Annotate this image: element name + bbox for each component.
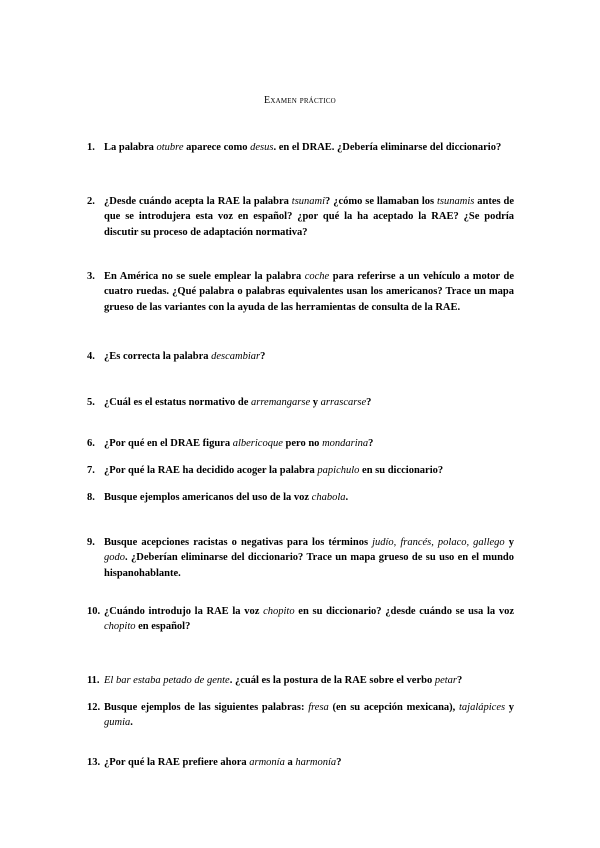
question-text [104, 700, 514, 731]
text-run: ? [457, 675, 463, 686]
question-text [104, 349, 514, 364]
question-item [87, 140, 514, 155]
text-run: ¿Cuándo introdujo la RAE la voz [104, 606, 264, 617]
question-item [87, 269, 514, 315]
italic-term: El bar estaba petado de gente [104, 675, 230, 686]
question-item [87, 490, 514, 505]
text-run: ? [366, 397, 372, 408]
question-text [104, 535, 514, 581]
question-number: 6. [87, 438, 95, 449]
question-item [87, 755, 514, 770]
question-text [104, 755, 514, 770]
text-run: . [130, 717, 133, 729]
question-text [104, 194, 514, 240]
text-run: (en su acepción mexicana), [328, 702, 459, 713]
italic-term: gumia [104, 717, 131, 729]
italic-term: arrascarse [320, 397, 367, 408]
italic-term: tsunamis [437, 196, 475, 207]
text-run: . ¿cuál es la postura de la RAE sobre el verbo [229, 675, 435, 686]
text-run: ¿Por qué la RAE prefiere ahora [104, 757, 250, 768]
question-number: 5. [87, 397, 95, 408]
question-text [104, 673, 514, 688]
italic-term: judío, francés, polaco, gallego [372, 537, 505, 548]
text-run: a [284, 757, 296, 768]
question-number: 13. [87, 757, 101, 768]
italic-term: desus [250, 142, 274, 153]
text-run: . ¿Deberían eliminarse del diccionario? Trace un mapa grueso de su uso en el mundo hispanohablante. [104, 552, 514, 579]
question-item [87, 535, 514, 581]
italic-term: otubre [156, 142, 184, 153]
question-item [87, 700, 514, 731]
italic-term: tajalápices [458, 702, 506, 713]
question-text [104, 395, 514, 410]
text-run: y [504, 537, 514, 548]
text-run: ? [368, 438, 374, 449]
text-run: en español? [135, 621, 191, 633]
text-run: La palabra [104, 142, 157, 153]
italic-term: tsunami [291, 196, 326, 207]
question-item [87, 463, 514, 478]
page-title: Examen práctico [264, 95, 336, 106]
italic-term: harmonía [295, 757, 337, 768]
italic-term: chopito [104, 621, 136, 633]
text-run: En América no se suele emplear la palabra [104, 271, 305, 282]
italic-term: chopito [263, 606, 295, 617]
question-text [104, 463, 514, 478]
text-run: y [310, 397, 321, 408]
question-number: 2. [87, 196, 95, 207]
text-run: ¿Por qué la RAE ha decidido acoger la palabra [104, 465, 318, 476]
text-run: ? [260, 351, 266, 362]
italic-term: petar [434, 675, 457, 686]
question-text [104, 490, 514, 505]
text-run: ¿Por qué en el DRAE figura [104, 438, 233, 449]
text-run: ¿Cuál es el estatus normativo de [104, 397, 251, 408]
text-run: . en el DRAE. ¿Debería eliminarse del diccionario? [273, 142, 502, 153]
question-number: 10. [87, 606, 101, 617]
question-text [104, 436, 514, 451]
question-number: 8. [87, 492, 95, 503]
italic-term: armonía [249, 757, 285, 768]
text-run: para referirse a un vehículo a motor de cuatro ruedas. ¿Qué palabra o palabras equivalentes usan los americanos? Trace un mapa grueso de las variantes con la ayuda de las herramientas de consulta de la RAE. [104, 271, 514, 313]
text-run: . [345, 492, 349, 503]
text-run: ? [336, 757, 342, 768]
text-run: ? ¿cómo se llamaban los [325, 196, 437, 207]
text-run: ¿Es correcta la palabra [104, 351, 212, 362]
italic-term: mondarina [322, 438, 369, 449]
question-number: 4. [87, 351, 95, 362]
question-text [104, 269, 514, 315]
italic-term: coche [304, 271, 330, 282]
italic-term: chabola [311, 492, 346, 503]
italic-term: arremangarse [251, 397, 311, 408]
text-run: antes de que se introdujera esta voz en español? ¿por qué la ha aceptado la RAE? ¿Se podría discutir su proceso de adaptación normativa? [104, 196, 514, 238]
text-run: pero no [282, 438, 323, 449]
italic-term: descambiar [211, 351, 261, 362]
text-run: en su diccionario? [359, 465, 444, 476]
question-number: 11. [87, 675, 100, 686]
question-text [104, 604, 514, 635]
question-item [87, 604, 514, 635]
question-item [87, 673, 514, 688]
question-item [87, 436, 514, 451]
italic-term: albericoque [232, 438, 283, 449]
text-run: ¿Desde cuándo acepta la RAE la palabra [104, 196, 292, 207]
question-number: 3. [87, 271, 95, 282]
text-run: Busque ejemplos americanos del uso de la voz [104, 492, 312, 503]
text-run: y [505, 702, 515, 713]
question-item [87, 395, 514, 410]
question-item [87, 194, 514, 240]
italic-term: godo [104, 552, 125, 564]
question-number: 1. [87, 142, 95, 153]
text-run: aparece como [183, 142, 251, 153]
italic-term: papichulo [317, 465, 360, 476]
question-number: 9. [87, 537, 95, 548]
text-run: Busque acepciones racistas o negativas para los términos [104, 537, 373, 548]
text-run: en su diccionario? ¿desde cuándo se usa la voz [294, 606, 514, 617]
question-number: 12. [87, 702, 101, 713]
italic-term: fresa [308, 702, 329, 713]
question-text [104, 140, 514, 155]
text-run: Busque ejemplos de las siguientes palabras: [104, 702, 309, 713]
question-number: 7. [87, 465, 95, 476]
question-item [87, 349, 514, 364]
